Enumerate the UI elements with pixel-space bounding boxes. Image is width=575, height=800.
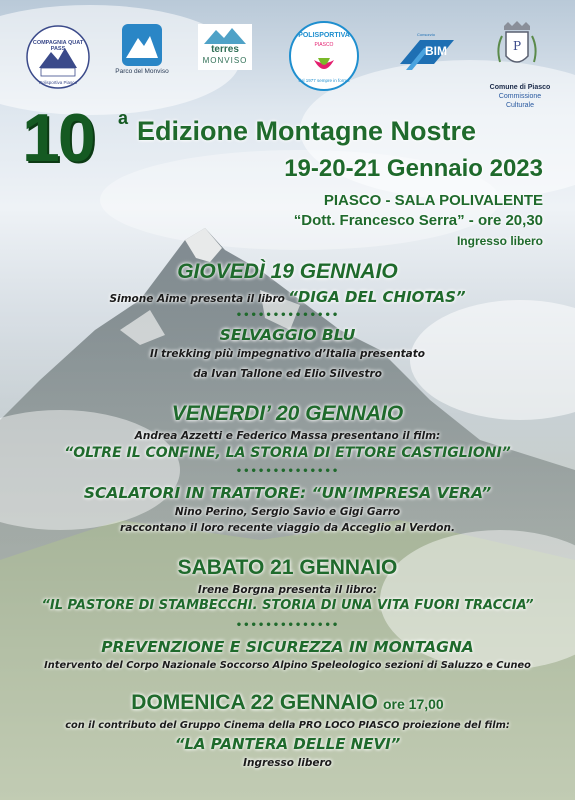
comune-crest-logo <box>490 18 544 76</box>
comune-line2: Commissione <box>498 93 542 100</box>
svg-text:P: P <box>512 39 522 53</box>
sponsor-logos <box>0 18 575 109</box>
saturday-line1: Irene Borgna presenta il libro: <box>197 584 378 596</box>
saturday-event2-line1: Intervento del Corpo Nazionale Soccorso Alpino Speleologico sezioni di Saluzzo e Cuneo <box>44 660 531 671</box>
friday-film: “OLTRE IL CONFINE, LA STORIA DI ETTORE CASTIGLIONI” <box>64 445 511 461</box>
thursday-book-title: “DIGA DEL CHIOTAS” <box>288 288 466 306</box>
friday-line1: Andrea Azzetti e Federico Massa presentano il film: <box>134 430 441 442</box>
thursday-book-intro: Simone Aime presenta il libro <box>109 293 285 305</box>
saturday-book: “IL PASTORE DI STAMBECCHI. STORIA DI UNA VITA FUORI TRACCIA” <box>41 598 534 613</box>
terres-monviso-line1: terres <box>211 44 239 55</box>
friday-event2-title: SCALATORI IN TRATTORE: “UN’IMPRESA VERA” <box>83 484 492 502</box>
sunday-entry: Ingresso libero <box>243 757 332 769</box>
separator: •••••••••••••• <box>235 620 340 631</box>
sunday-film: “LA PANTERA DELLE NEVI” <box>174 735 401 753</box>
comune-line3: Culturale <box>505 102 534 109</box>
thursday-event2-line1: Il trekking più impegnativo d’Italia presentato <box>150 348 425 360</box>
separator: •••••••••••••• <box>235 310 340 321</box>
polisportiva-top: POLISPORTIVA <box>298 32 350 39</box>
edition-number: 10 <box>22 100 94 176</box>
polisportiva-bottom: dal 1977 sempre in forma <box>298 78 350 83</box>
sunday-line1: con il contributo del Gruppo Cinema della PRO LOCO PIASCO proiezione del film: <box>65 720 510 731</box>
sunday-heading-row <box>0 691 575 715</box>
saturday-event2-title: PREVENZIONE E SICUREZZA IN MONTAGNA <box>101 638 474 656</box>
sunday-heading: DOMENICA 22 GENNAIO <box>131 691 378 714</box>
thursday-heading: GIOVEDÌ 19 GENNAIO <box>177 260 398 283</box>
sunday-time: ore 17,00 <box>382 696 444 712</box>
polisportiva-sub: PIASCO <box>314 42 334 48</box>
event-dates: 19-20-21 Gennaio 2023 <box>284 155 543 182</box>
thursday-event2-title: SELVAGGIO BLU <box>219 326 356 344</box>
comune-line1: Comune di Piasco <box>489 84 551 91</box>
monviso-park-logo <box>122 24 162 66</box>
event-title: Edizione Montagne Nostre <box>137 116 477 146</box>
quat-pass-inner-text: Polisportiva Piasco <box>38 80 78 85</box>
venue-detail: “Dott. Francesco Serra” - ore 20,30 <box>293 212 543 229</box>
monviso-park-label: Parco del Monviso <box>115 68 169 75</box>
entry-free: Ingresso libero <box>456 234 543 248</box>
bim-sub: Consorzio <box>416 32 435 37</box>
saturday-heading: SABATO 21 GENNAIO <box>177 556 398 579</box>
quat-pass-arc-text: COMPAGNIA QUAT PASS <box>32 40 84 52</box>
venue: PIASCO - SALA POLIVALENTE <box>323 192 543 209</box>
thursday-event2-line2: da Ivan Tallone ed Elio Silvestro <box>193 368 382 380</box>
edition-suffix: a <box>118 108 129 128</box>
terres-monviso-line2: MONVISO <box>202 56 248 65</box>
friday-heading: VENERDI’ 20 GENNAIO <box>171 402 404 425</box>
thursday-line1 <box>0 288 575 306</box>
friday-event2-line1: Nino Perino, Sergio Savio e Gigi Garro <box>174 506 401 518</box>
bim-label: BIM <box>425 44 447 58</box>
separator: •••••••••••••• <box>235 466 340 477</box>
friday-event2-line2: raccontano il loro recente viaggio da Acceglio al Verdon. <box>120 522 455 534</box>
